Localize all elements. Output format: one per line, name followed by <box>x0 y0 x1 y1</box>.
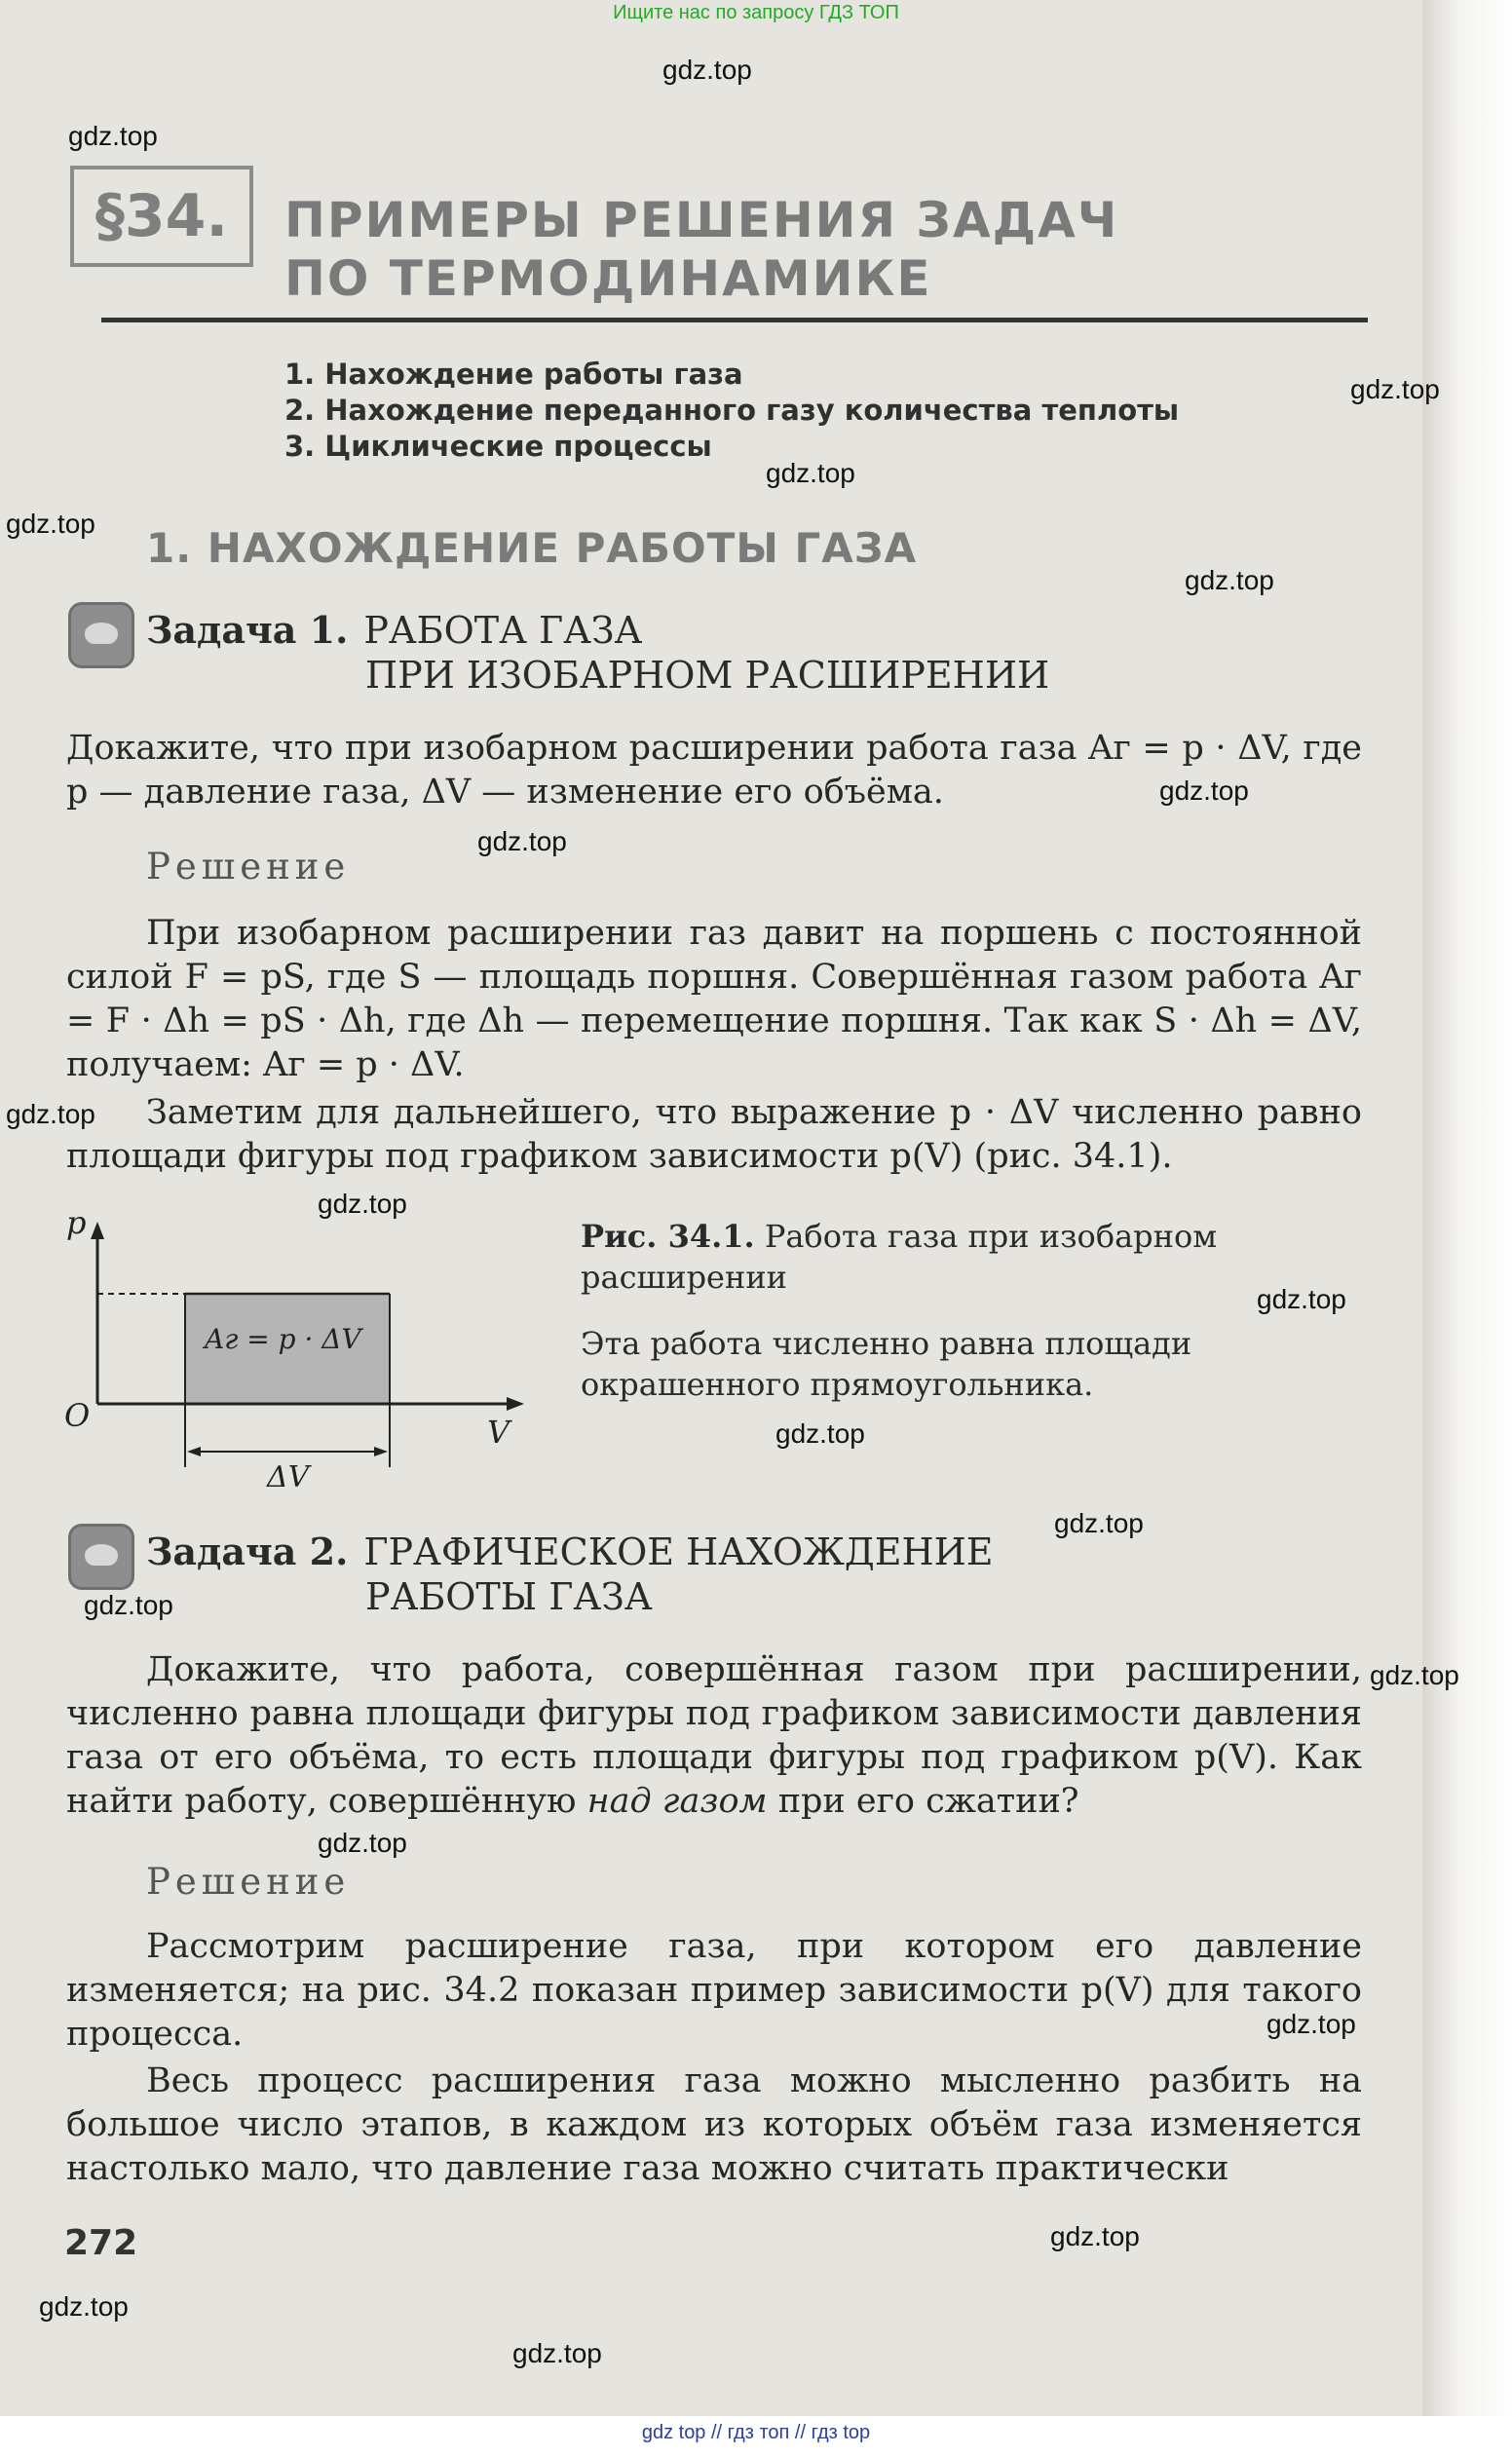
watermark: gdz.top <box>318 1189 407 1219</box>
watermark: gdz.top <box>1050 2221 1140 2251</box>
task2-title-line1: ГРАФИЧЕСКОЕ НАХОЖДЕНИЕ <box>363 1530 994 1573</box>
task2-solution-label: Решение <box>146 1861 351 1903</box>
watermark: gdz.top <box>6 509 95 539</box>
task1-title-line2: ПРИ ИЗОБАРНОМ РАСШИРЕНИИ <box>365 654 1050 697</box>
watermark: gdz.top <box>1257 1284 1346 1314</box>
task2-statement-emphasis: над газом <box>586 1782 768 1821</box>
watermark: gdz.top <box>766 458 855 488</box>
toc-item: 1. Нахождение работы газа <box>284 358 743 391</box>
watermark: gdz.top <box>1185 565 1274 595</box>
figure-caption <box>581 1216 1360 1298</box>
toc-item: 3. Циклические процессы <box>284 430 712 463</box>
task2-heading <box>146 1530 994 1619</box>
task1-solution-p2: Заметим для дальнейшего, что выражение p · ΔV численно равно площади фигуры под графиком зависимости p(V) (рис. 34.1). <box>66 1093 1362 1176</box>
watermark: gdz.top <box>1370 1660 1459 1690</box>
section-contents <box>284 357 1356 465</box>
task2-statement-text: Докажите, что работа, совершённая газом при расширении, численно равна площади фигуры под графиком зависимости давления газа от его объёма, то есть площади фигуры под графиком p(V). Как найти работу, совершённую <box>66 1650 1362 1821</box>
watermark: gdz.top <box>318 1828 407 1858</box>
section-title-line2: ПО ТЕРМОДИНАМИКЕ <box>284 250 932 307</box>
task-icon <box>68 602 134 668</box>
task2-label: Задача 2. <box>146 1530 349 1573</box>
p-axis-label: p <box>66 1204 87 1241</box>
figure-caption-text: Работа газа при изобарном расширении <box>581 1218 1218 1296</box>
area-label: Aг = p · ΔV <box>205 1323 361 1355</box>
watermark: gdz.top <box>1350 374 1440 404</box>
top-banner-link[interactable]: Ищите нас по запросу ГДЗ ТОП <box>613 2 899 23</box>
section-title-line1: ПРИМЕРЫ РЕШЕНИЯ ЗАДАЧ <box>284 192 1119 248</box>
figure-caption-label: Рис. 34.1. <box>581 1218 755 1255</box>
v-axis-arrow <box>507 1397 524 1411</box>
watermark: gdz.top <box>1159 775 1249 806</box>
watermark: gdz.top <box>512 2338 602 2368</box>
watermark: gdz.top <box>6 1099 95 1129</box>
delta-v-arrow-right <box>374 1447 388 1456</box>
subsection-title: 1. НАХОЖДЕНИЕ РАБОТЫ ГАЗА <box>146 524 918 572</box>
watermark: gdz.top <box>1054 1508 1144 1538</box>
section-title <box>284 191 1356 308</box>
watermark: gdz.top <box>1266 2009 1356 2039</box>
watermark: gdz.top <box>775 1418 865 1449</box>
figure-note: Эта работа численно равна площади окрашенного прямоугольника. <box>581 1325 1192 1403</box>
v-axis-label: V <box>487 1414 510 1451</box>
task2-statement <box>66 1648 1362 1824</box>
watermark: gdz.top <box>477 826 567 856</box>
origin-label: O <box>64 1397 91 1434</box>
bottom-banner-link[interactable]: gdz top // гдз топ // гдз top <box>641 2422 871 2443</box>
task1-heading <box>146 608 1049 698</box>
section-number: §34. <box>70 166 253 267</box>
watermark: gdz.top <box>84 1590 173 1620</box>
watermark: gdz.top <box>68 121 158 151</box>
task1-statement: Докажите, что при изобарном расширении работа газа Aг = p · ΔV, где p — давление газа, ΔV — изменение его объёма. <box>66 729 1362 812</box>
watermark: gdz.top <box>39 2291 129 2322</box>
task-icon <box>68 1524 134 1590</box>
task1-solution-p1: При изобарном расширении газ давит на поршень с постоянной силой F = pS, где S — площадь поршня. Совершённая газом работа Aг = F · Δh = pS · Δh, где Δh — перемещение поршня. Так как S · Δh = ΔV, получаем: Aг = p · ΔV. <box>66 914 1362 1084</box>
watermark: gdz.top <box>662 55 752 85</box>
page-number: 272 <box>64 2223 138 2263</box>
task2-title-line2: РАБОТЫ ГАЗА <box>365 1575 653 1618</box>
task1-label: Задача 1. <box>146 608 349 652</box>
p-axis-arrow <box>91 1222 104 1239</box>
delta-v-arrow-left <box>187 1447 201 1456</box>
task2-solution-p1: Рассмотрим расширение газа, при котором его давление изменяется; на рис. 34.2 показан пример зависимости p(V) для такого процесса. <box>66 1927 1362 2054</box>
page-edge <box>1422 0 1512 2416</box>
task2-solution-p2: Весь процесс расширения газа можно мысленно разбить на большое число этапов, в каждом из которых объём газа изменяется настолько мало, что давление газа можно считать практически <box>66 2061 1362 2188</box>
task1-title-line1: РАБОТА ГАЗА <box>363 609 643 652</box>
task1-solution-label: Решение <box>146 846 351 888</box>
task2-statement-end: при его сжатии? <box>777 1782 1079 1821</box>
toc-item: 2. Нахождение переданного газу количества теплоты <box>284 394 1180 427</box>
section-divider <box>101 318 1368 322</box>
delta-v-label: ΔV <box>267 1460 310 1494</box>
figure-34-1 <box>58 1204 565 1496</box>
